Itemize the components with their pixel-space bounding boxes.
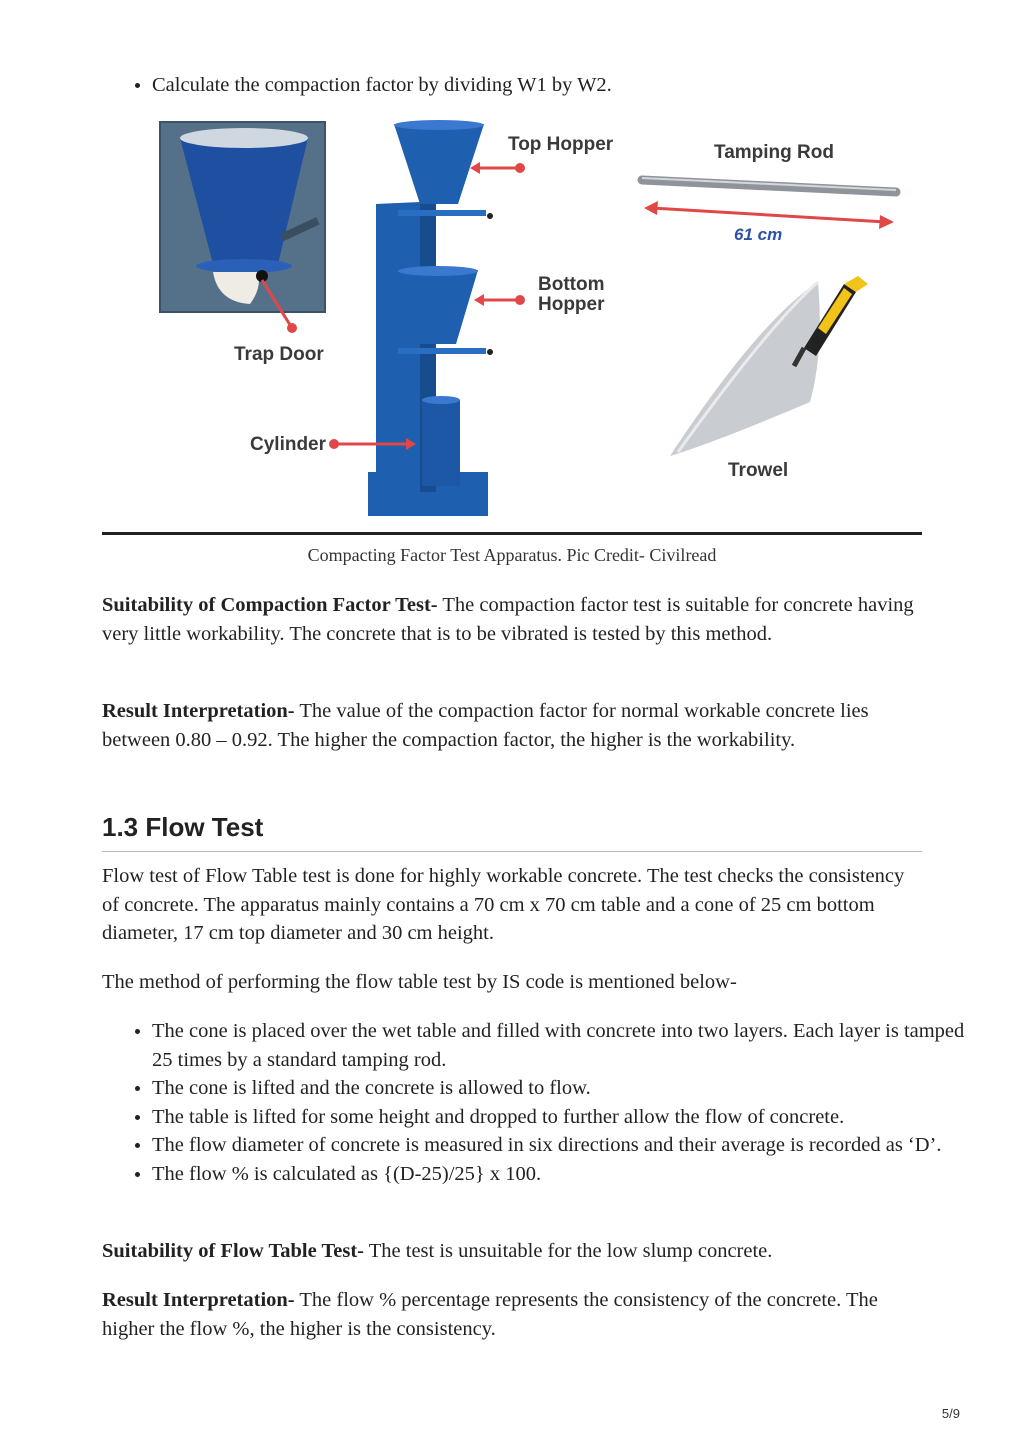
result-flow-paragraph	[102, 1286, 922, 1343]
list-item: • The cone is placed over the wet table and filled with concrete into two layers. Each layer is tamped 25 times by a standard tamping rod.	[152, 1017, 972, 1074]
page-number: 5/9	[941, 1406, 960, 1421]
result-flow-label: Result Interpretation-	[102, 1289, 295, 1311]
bottom-hopper-label-line2: Hopper	[538, 294, 605, 315]
trap-door-label: Trap Door	[234, 344, 324, 365]
method-intro-paragraph: The method of performing the flow table test by IS code is mentioned below-	[102, 971, 737, 993]
rod-length-label: 61 cm	[734, 225, 783, 244]
top-bullet-list	[102, 71, 972, 100]
list-item: • The flow % is calculated as {(D-25)/25} x 100.	[152, 1160, 972, 1189]
bottom-hopper-label-line1: Bottom	[538, 274, 605, 295]
method-steps-list	[102, 1017, 972, 1188]
suitability-cf-text: The compaction factor test is suitable for concrete having very little workability. The concrete that is to be vibrated is tested by this method.	[102, 594, 914, 645]
list-item: • The cone is lifted and the concrete is allowed to flow.	[152, 1074, 972, 1103]
suitability-cf-label: Suitability of Compaction Factor Test-	[102, 594, 438, 616]
apparatus-illustration	[158, 116, 958, 524]
suitability-flow-paragraph	[102, 1237, 922, 1266]
suitability-flow-label: Suitability of Flow Table Test-	[102, 1240, 365, 1262]
apparatus-figure	[158, 116, 958, 524]
compaction-stand	[368, 120, 493, 516]
list-item: • The table is lifted for some height and dropped to further allow the flow of concrete.	[152, 1103, 972, 1132]
result-cf-label: Result Interpretation-	[102, 700, 295, 722]
cylinder-label: Cylinder	[250, 434, 327, 455]
list-item: • The flow diameter of concrete is measured in six directions and their average is recorded as ‘D’.	[152, 1131, 972, 1160]
result-cf-paragraph	[102, 697, 922, 754]
suitability-cf-paragraph	[102, 591, 922, 648]
result-cf-text: The value of the compaction factor for normal workable concrete lies between 0.80 – 0.92. The higher the compaction factor, the higher is the workability.	[102, 700, 869, 751]
suitability-flow-text: The test is unsuitable for the low slump concrete.	[364, 1240, 773, 1262]
trap-door-inset	[160, 122, 325, 312]
figure-divider	[102, 532, 922, 535]
figure-caption: Compacting Factor Test Apparatus. Pic Credit- Civilread	[307, 545, 717, 565]
list-item: • Calculate the compaction factor by dividing W1 by W2.	[152, 71, 972, 100]
tamping-rod	[642, 178, 896, 192]
result-flow-text: The flow % percentage represents the consistency of the concrete. The higher the flow %, the higher is the consistency.	[102, 1289, 878, 1340]
trowel-illustration	[670, 276, 868, 456]
top-hopper-label: Top Hopper	[508, 134, 614, 155]
section-heading: 1.3 Flow Test	[102, 812, 264, 842]
tamping-rod-label: Tamping Rod	[714, 142, 834, 163]
flow-intro-paragraph: Flow test of Flow Table test is done for highly workable concrete. The test checks the consistency of concrete. The apparatus mainly contains a 70 cm x 70 cm table and a cone of 25 cm bottom diameter, 17 cm top diameter and 30 cm height.	[102, 865, 905, 944]
trowel-label: Trowel	[728, 460, 789, 481]
section-divider	[102, 851, 922, 852]
